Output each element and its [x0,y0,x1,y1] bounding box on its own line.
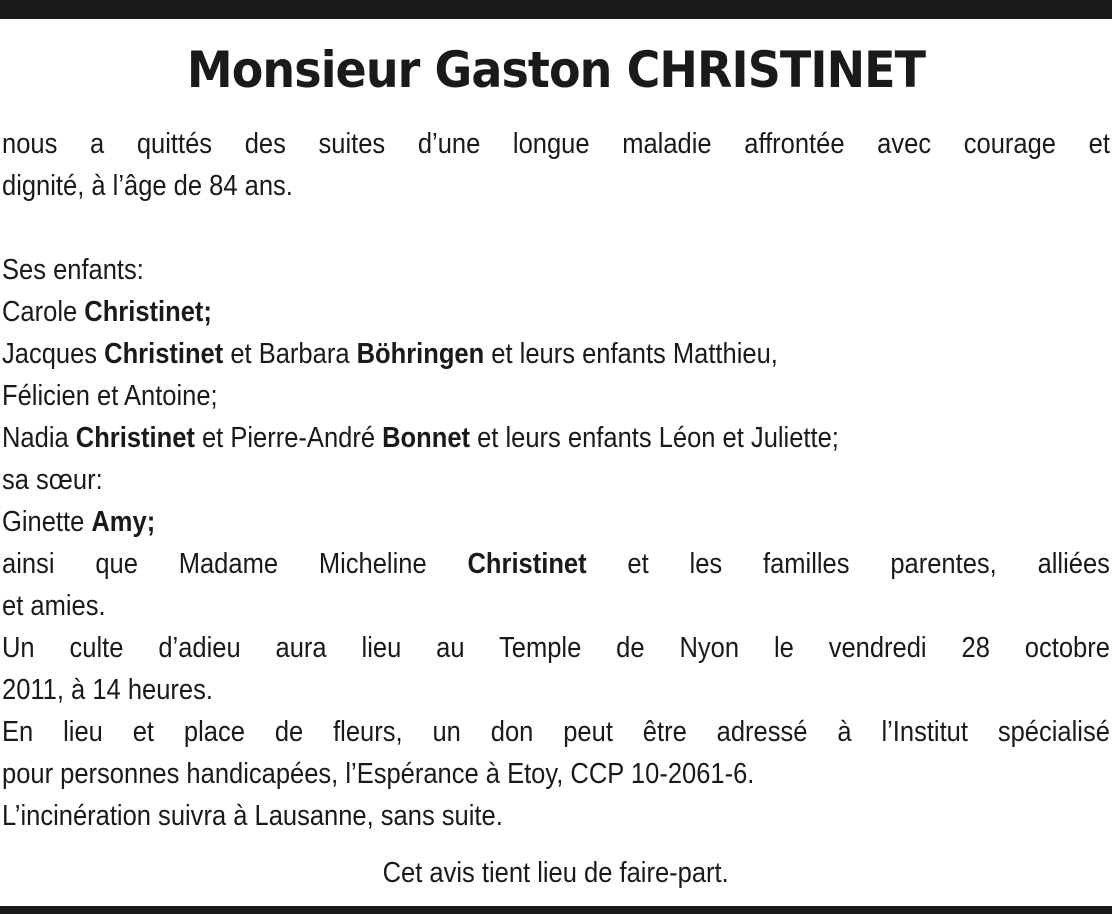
bottom-rule [0,906,1112,914]
sister-heading: sa sœur: [2,464,103,496]
surname: Christinet; [84,296,212,328]
child-jacques-cont: Félicien et Antoine; [2,380,218,412]
surname: Christinet [467,548,587,580]
donation-line-1: En lieu et place de fleurs, un don peut être adressé à l’Institut spécialisé [2,716,1110,748]
spacer [2,207,1110,249]
surname: Christinet [104,338,224,370]
intro-line-2: dignité, à l’âge de 84 ans. [2,170,293,202]
children-heading: Ses enfants: [2,254,144,286]
surname: Bonnet [382,422,471,454]
child-jacques: Jacques Christinet et Barbara Böhringen et leurs enfants Matthieu, [2,338,778,370]
notice-title: Monsieur Gaston CHRISTINET [186,41,926,99]
also-line-2: et amies. [2,590,106,622]
top-rule [0,0,1112,19]
donation-line-2: pour personnes handicapées, l’Espérance à Etoy, CCP 10-2061-6. [2,758,755,790]
notice-body [2,123,1110,837]
cremation-line: L’incinération suivra à Lausanne, sans suite. [2,800,503,832]
service-line-2: 2011, à 14 heures. [2,674,213,706]
child-carole: Carole Christinet; [2,296,212,328]
surname: Christinet [75,422,195,454]
also-line-1: ainsi que Madame Micheline Christinet et les familles parentes, alliées [2,548,1110,580]
sister-ginette: Ginette Amy; [2,506,156,538]
surname: Böhringen [356,338,485,370]
surname: Amy; [91,506,156,538]
service-line-1: Un culte d’adieu aura lieu au Temple de Nyon le vendredi 28 octobre [2,632,1110,664]
intro-line-1: nous a quittés des suites d’une longue maladie affrontée avec courage et [2,128,1110,160]
child-nadia: Nadia Christinet et Pierre-André Bonnet et leurs enfants Léon et Juliette; [2,422,839,454]
closing-line: Cet avis tient lieu de faire-part. [382,857,730,889]
